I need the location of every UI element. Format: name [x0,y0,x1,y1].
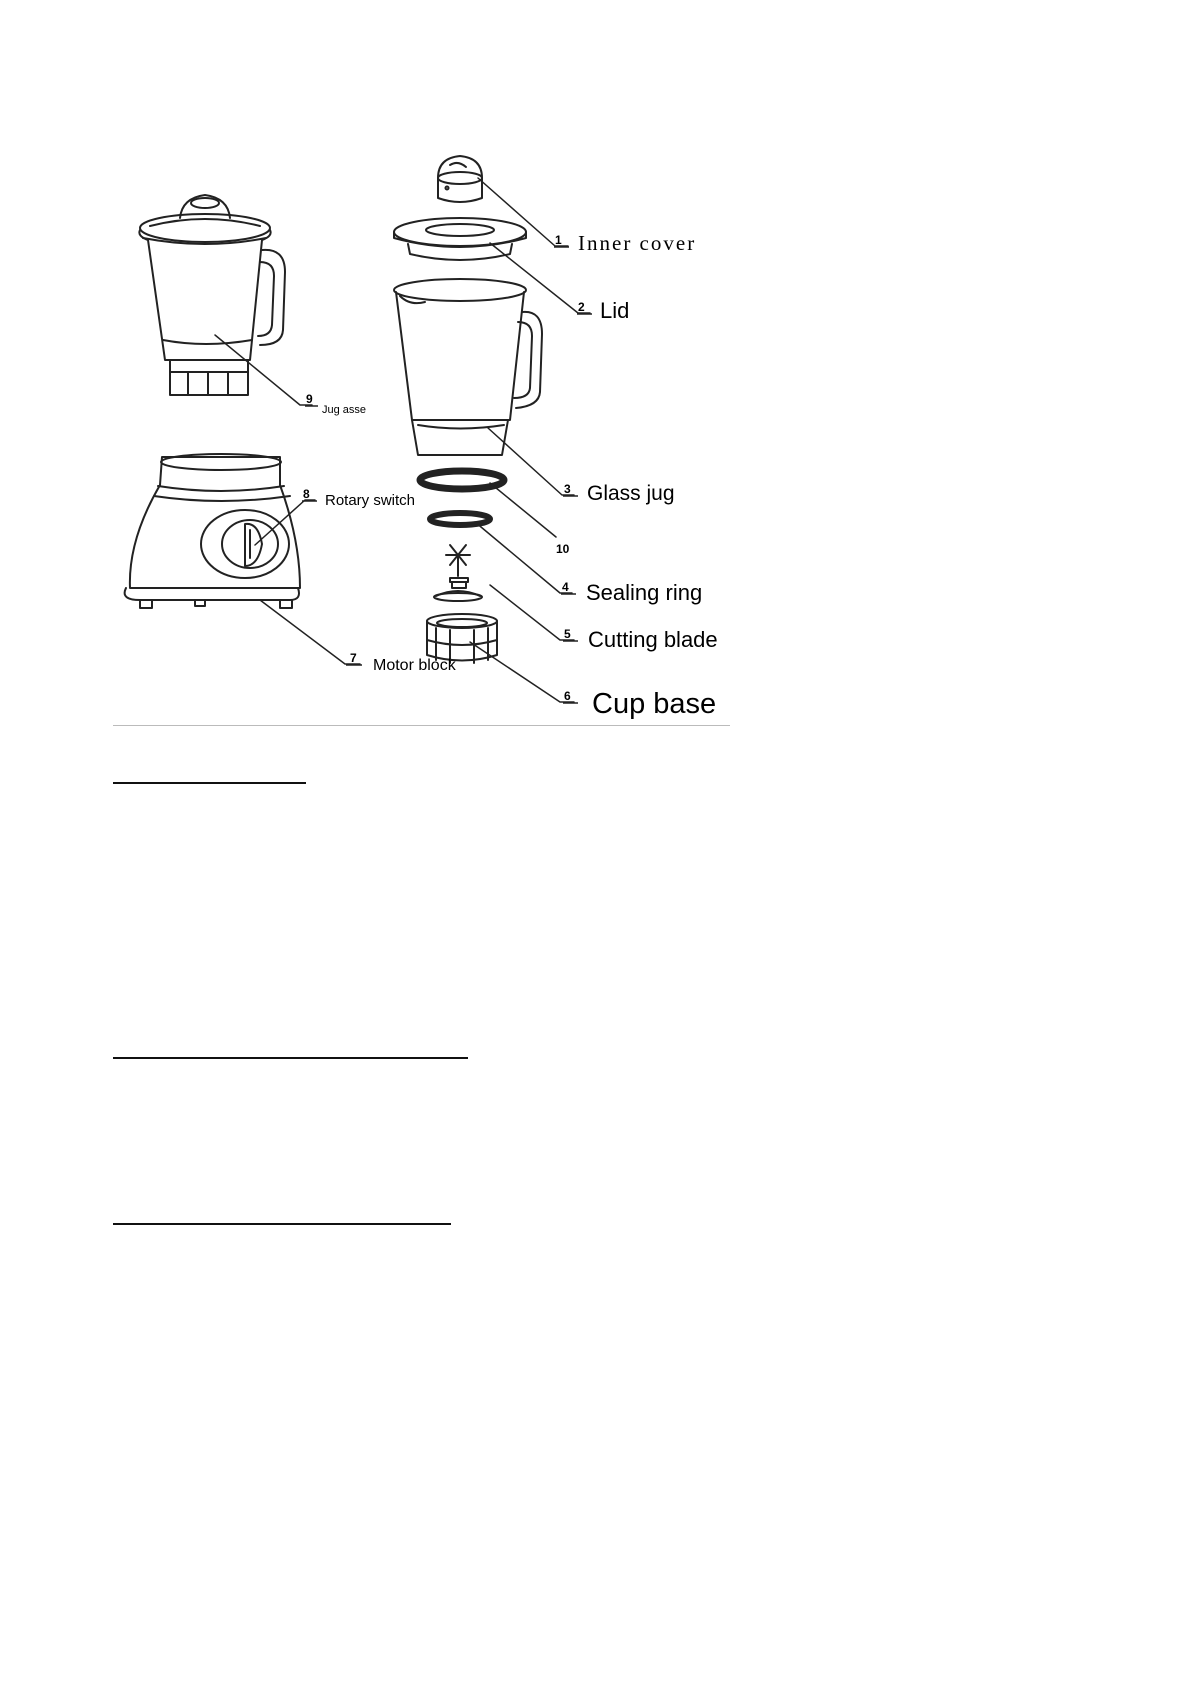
part-10-number: 10 [556,542,570,556]
part-2-number: 2 [578,300,585,314]
figure-bottom-rule [113,725,730,726]
section-heading-underline-3 [113,1223,451,1225]
part-7-number: 7 [350,651,357,665]
part-6-number: 6 [564,689,571,703]
part-9-label: Jug asse [322,404,367,416]
sealing-ring-drawing [430,513,490,525]
ring-10-drawing [420,471,504,489]
part-4-label: Sealing ring [586,580,703,605]
inner-cover-drawing [438,156,482,202]
part-7-label: Motor block [373,657,456,674]
part-2-label: Lid [600,298,630,323]
part-6-label: Cup base [592,688,717,720]
part-5-number: 5 [564,627,571,641]
cup-base-drawing [427,614,497,663]
part-1-label: Inner cover [578,231,697,255]
jug-assembly-drawing [139,195,285,395]
section-heading-underline-1 [113,782,306,784]
part-5-label: Cutting blade [588,627,718,652]
part-8-label: Rotary switch [325,492,416,509]
leader-lines [215,178,590,702]
glass-jug-drawing [394,279,542,455]
section-heading-underline-2 [113,1057,468,1059]
motor-block-drawing [125,454,300,608]
part-3-number: 3 [564,482,571,496]
part-1-number: 1 [555,233,562,247]
cutting-blade-drawing [434,545,482,601]
part-9-number: 9 [306,392,313,406]
part-8-number: 8 [303,487,310,501]
lid-drawing [394,218,526,260]
part-4-number: 4 [562,580,569,594]
part-3-label: Glass jug [587,482,675,505]
